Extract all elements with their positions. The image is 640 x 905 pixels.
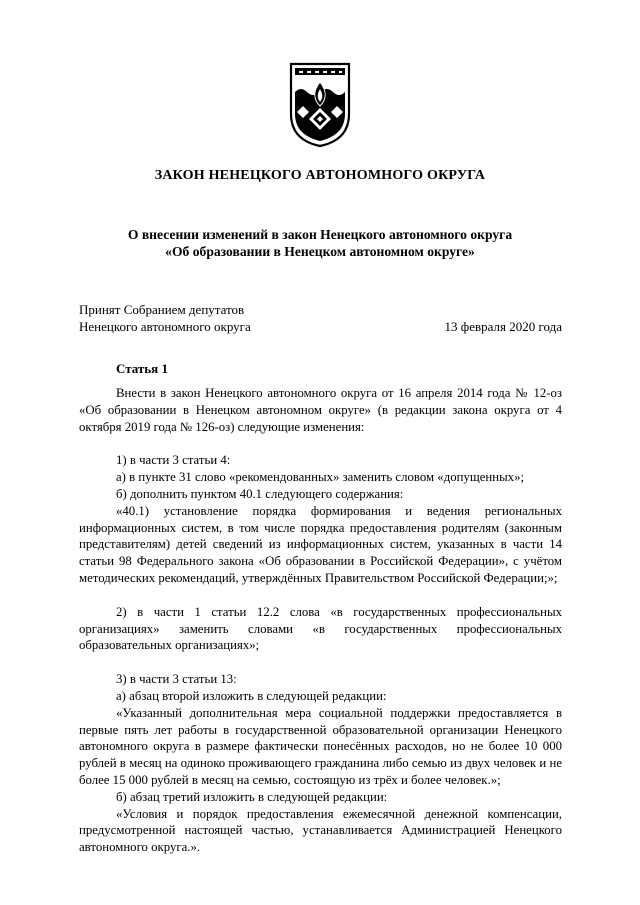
adopted-line-1: Принят Собранием депутатов	[79, 302, 245, 317]
nenets-coat-of-arms-icon	[289, 62, 351, 148]
paragraph-item-1: 1) в части 3 статьи 4:	[116, 453, 231, 468]
document-subtitle	[0, 226, 640, 260]
paragraph-item-3b-text: «Условия и порядок предоставления ежемесячной денежной компенсации, предусмотренной настоящей частью, устанавливается Администрацией Ненецкого автономного округа.».	[79, 806, 562, 855]
subtitle-line-1: О внесении изменений в закон Ненецкого автономного округа	[127, 227, 513, 242]
paragraph-item-3: 3) в части 3 статьи 13:	[116, 672, 237, 687]
paragraph-item-1a: а) в пункте 31 слово «рекомендованных» заменить словом «допущенных»;	[116, 470, 525, 485]
paragraph-item-2: 2) в части 1 статьи 12.2 слова «в государственных профессиональных организациях» заменить словами «в государственных профессиональных образовательных организациях»;	[79, 604, 562, 653]
document-title: ЗАКОН НЕНЕЦКОГО АВТОНОМНОГО ОКРУГА	[154, 168, 486, 183]
paragraph-intro: Внести в закон Ненецкого автономного округа от 16 апреля 2014 года № 12-оз «Об образовании в Ненецком автономном округе» (в редакции закона округа от 4 октября 2019 года № 126-оз) следующие изменения:	[79, 386, 562, 434]
paragraph-item-40-1: «40.1) установление порядка формирования и ведения региональных информационных систем, в том числе порядка предоставления родителям (законным представителям) детей сведений из информационных систем, указанных в части 14 статьи 98 Федерального закона «Об образовании в Российской Федерации», с учётом методических рекомендаций, утверждённых Правительством Российской Федерации;»;	[79, 503, 562, 585]
paragraph-item-3a: а) абзац второй изложить в следующей редакции:	[116, 688, 387, 703]
adoption-date: 13 февраля 2020 года	[444, 319, 562, 334]
adoption-authority	[79, 301, 251, 335]
article-heading: Статья 1	[116, 361, 168, 376]
paragraph-item-3a-text: «Указанный дополнительная мера социальной поддержки предоставляется в первые пять лет работы в государственной образовательной организации Ненецкого автономного округа в размере фактически понесённых расходов, но не более 10 000 рублей в месяц на одиноко проживающего гражданина либо семью из двух человек и не более 15 000 рублей в месяц на семью, состоящую из трёх и более человек.»;	[79, 705, 562, 787]
adopted-line-2: Ненецкого автономного округа	[79, 319, 251, 334]
subtitle-line-2: «Об образовании в Ненецком автономном округе»	[165, 244, 475, 259]
paragraph-item-1b: б) дополнить пунктом 40.1 следующего содержания:	[116, 486, 404, 501]
paragraph-item-3b: б) абзац третий изложить в следующей редакции:	[116, 789, 388, 804]
article-body	[79, 385, 562, 856]
